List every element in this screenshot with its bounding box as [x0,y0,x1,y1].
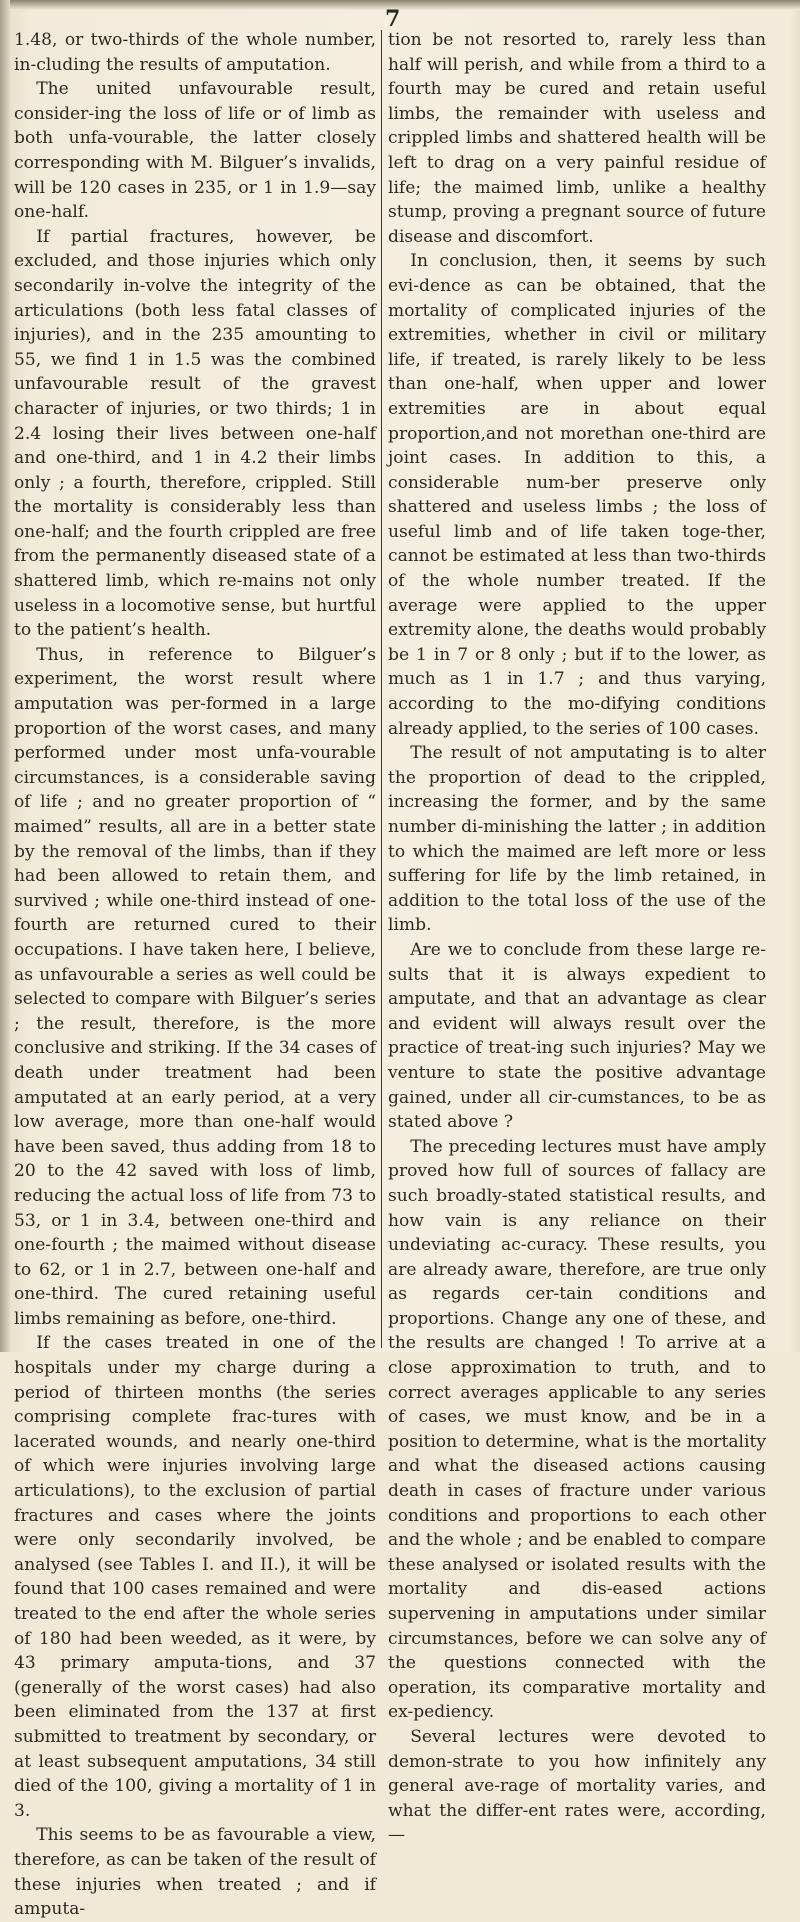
page-number: 7 [385,6,401,32]
paragraph: tion be not resorted to, rarely less than half will perish, and while from a third to a fourth may be cured and retain useful limbs, the remainder with useless and crippled limbs and shattered health will be left to drag on a very painful residue of life; the maimed limb, unlike a healthy stump, proving a pregnant source of future disease and discomfort. [388,30,766,247]
paragraph: The result of not amputating is to alter the proportion of dead to the crippled, increasing the former, and by the same number di-minishing the latter ; in addition to which the maimed are left more or less suffering for life by the limb retained, in addition to the total loss of the use of the limb. [388,743,766,936]
right-column [388,28,766,1848]
page-binding-shadow [0,0,10,1352]
paragraph: The preceding lectures must have amply proved how full of sources of fallacy are such broadly-stated statistical results, and how vain is any reliance on their undeviating ac-curacy. These results, you are already aware, therefore, are true only as regards cer-tain conditions and proportions. Change any one of these, and the results are changed ! To arrive at a close approximation to truth, and to correct averages applicable to any series of cases, we must know, and be in a position to determine, what is the mortality and what the diseased actions causing death in cases of fracture under various conditions and proportions to each other and the whole ; and be enabled to compare these analysed or isolated results with the mortality and dis-eased actions supervening in amputations under similar circumstances, before we can solve any of the questions connected with the operation, its comparative mortality and ex-pediency. [388,1136,766,1723]
paragraph: This seems to be as favourable a view, therefore, as can be taken of the result of these injuries when treated ; and if amputa- [14,1825,376,1920]
paragraph: Thus, in reference to Bilguer’s experiment, the worst result where amputation was per-formed in a large proportion of the worst cases, and many performed under most unfa-vourable circumstances, is a considerable saving of life ; and no greater proportion of “ maimed” results, all are in a better state by the removal of the limbs, than if they had been allowed to retain them, and survived ; while one-third instead of one-fourth are returned cured to their occupations. I have taken here, I believe, as unfavourable a series as well could be selected to compare with Bilguer’s series ; the result, therefore, is the more conclusive and striking. If the 34 cases of death under treatment had been amputated at an early period, at a very low average, more than one-half would have been saved, thus adding from 18 to 20 to the 42 saved with loss of limb, reducing the actual loss of life from 73 to 53, or 1 in 3.4, between one-third and one-fourth ; the maimed without disease to 62, or 1 in 2.7, between one-half and one-third. The cured retaining useful limbs remaining as before, one-third. [14,644,376,1329]
paragraph: In conclusion, then, it seems by such evi-dence as can be obtained, that the mortality of complicated injuries of the extremities, whether in civil or military life, if treated, is rarely likely to be less than one-half, when upper and lower extremities are in about equal proportion,and not morethan one-third are joint cases. In addition to this, a considerable num-ber preserve only shattered and useless limbs ; the loss of useful limb and of life taken toge-ther, cannot be estimated at less than two-thirds of the whole number treated. If the average were applied to the upper extremity alone, the deaths would probably be 1 in 7 or 8 only ; but if to the lower, as much as 1 in 1.7 ; and thus varying, according to the mo-difying conditions already applied, to the series of 100 cases. [388,251,766,739]
left-column [14,28,376,1922]
paragraph: Are we to conclude from these large re-sults that it is always expedient to amputate, and that an advantage as clear and evident will always result over the practice of treat-ing such injuries? May we venture to state the positive advantage gained, under all cir-cumstances, to be as stated above ? [388,939,766,1133]
column-divider [381,30,382,1348]
paragraph: If partial fractures, however, be excluded, and those injuries which only secondarily in-volve the integrity of the articulations (both less fatal classes of injuries), and in the 235 amounting to 55, we find 1 in 1.5 was the combined unfavourable result of the gravest character of injuries, or two thirds; 1 in 2.4 losing their lives between one-half and one-third, and 1 in 4.2 their limbs only ; a fourth, therefore, crippled. Still the mortality is considerably less than one-half; and the fourth crippled are free from the permanently diseased state of a shattered limb, which re-mains not only useless in a locomotive sense, but hurtful to the patient’s health. [14,226,376,641]
paragraph: The united unfavourable result, consider-ing the loss of life or of limb as both unfa-vourable, the latter closely corresponding with M. Bilguer’s invalids, will be 120 cases in 235, or 1 in 1.9—say one-half. [14,79,376,223]
paragraph: Several lectures were devoted to demon-strate to you how infinitely any general ave-rage of mortality varies, and what the differ-ent rates were, according,— [388,1726,766,1846]
paragraph: If the cases treated in one of the hospitals under my charge during a period of thirteen months (the series comprising complete frac-tures with lacerated wounds, and nearly one-third of which were injuries involving large articulations), to the exclusion of partial fractures and cases where the joints were only secondarily involved, be analysed (see Tables I. and II.), it will be found that 100 cases remained and were treated to the end after the whole series of 180 had been weeded, as it were, by 43 primary amputa-tions, and 37 (generally of the worst cases) had also been eliminated from the 137 at first submitted to treatment by secondary, or at least subsequent amputations, 34 still died of the 100, giving a mortality of 1 in 3. [14,1333,376,1821]
paragraph: 1.48, or two-thirds of the whole number, in-cluding the results of amputation. [14,30,376,75]
